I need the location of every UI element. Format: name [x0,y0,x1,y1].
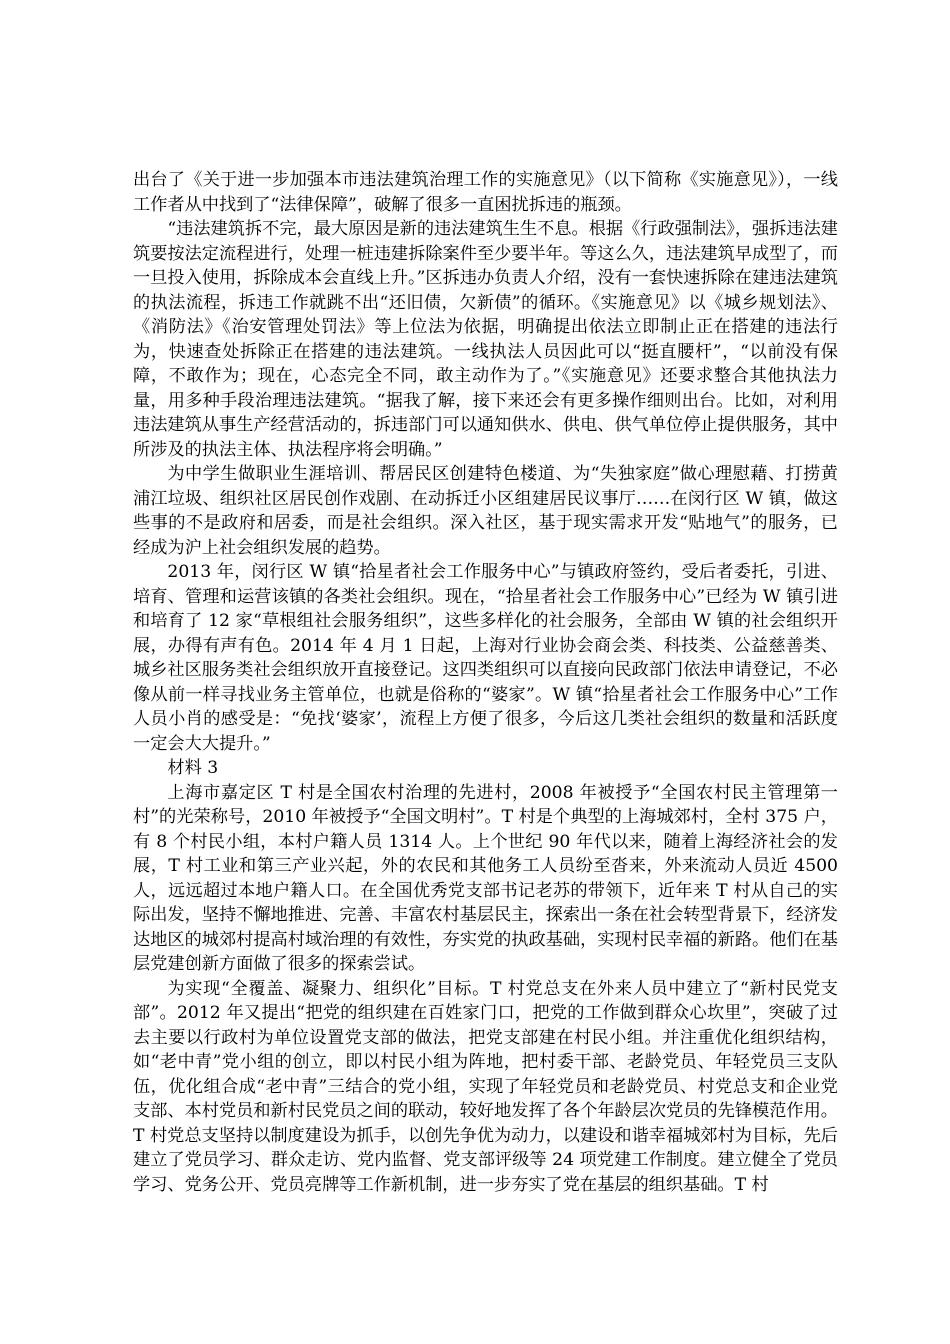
paragraph-4: 2013 年，闵行区 W 镇“拾星者社会工作服务中心”与镇政府签约，受后者委托，引进、培育、管理和运营该镇的各类社会组织。现在，“拾星者社会工作服务中心”已经为 W 镇引进和培育了 12 家“草根组社会服务组织”，这些多样化的社会服务，全部由 W 镇的社会组织开展，办得有声有色。2014 年 4 月 1 日起，上海对行业协会商会类、科技类、公益慈善类、城乡社区服务类社会组织放开直接登记。这四类组织可以直接向民政部门依法申请登记，不必像从前一样寻找业务主管单位，也就是俗称的“婆家”。W 镇“拾星者社会工作服务中心”工作人员小肖的感受是：“免找‘婆家’，流程上方便了很多，今后这几类社会组织的数量和活跃度一定会大大提升。” [133,562,838,754]
paragraph-5: 上海市嘉定区 T 村是全国农村治理的先进村，2008 年被授予“全国农村民主管理第一村”的光荣称号，2010 年被授予“全国文明村”。T 村是个典型的上海城郊村，全村 375 户，有 8 个村民小组，本村户籍人员 1314 人。上个世纪 90 年代以来，随着上海经济社会的发展，T 村工业和第三产业兴起，外的农民和其他务工人员纷至沓来，外来流动人员近 4500 人，远远超过本地户籍人口。在全国优秀党支部书记老苏的带领下，近年来 T 村从自己的实际出发，坚持不懈地推进、完善、丰富农村基层民主，探索出一条在社会转型背景下，经济发达地区的城郊村提高村域治理的有效性，夯实党的执政基础，实现村民幸福的新路。他们在基层党建创新方面做了很多的探索尝试。 [133,782,838,974]
paragraph-2: “违法建筑拆不完，最大原因是新的违法建筑生生不息。根据《行政强制法》，强拆违法建筑要按法定流程进行，处理一桩违建拆除案件至少要半年。等这么久，违法建筑早成型了，而一旦投入使用，拆除成本会直线上升。”区拆违办负责人介绍，没有一套快速拆除在建违法建筑的执法流程，拆违工作就跳不出“还旧债，欠新债”的循环。《实施意见》以《城乡规划法》、《消防法》《治安管理处罚法》等上位法为依据，明确提出依法立即制止正在搭建的违法行为，快速查处拆除正在搭建的违法建筑。一线执法人员因此可以“挺直腰杆”，“以前没有保障，不敢作为；现在，心态完全不同，敢主动作为了。”《实施意见》还要求整合其他执法力量，用多种手段治理违法建筑。“据我了解，接下来还会有更多操作细则出台。比如，对利用违法建筑从事生产经营活动的，拆违部门可以通知供水、供电、供气单位停止提供服务，其中所涉及的执法主体、执法程序将会明确。” [133,219,838,460]
paragraph-3: 为中学生做职业生涯培训、帮居民区创建特色楼道、为“失独家庭”做心理慰藉、打捞黄浦江垃圾、组织社区居民创作戏剧、在动拆迁小区组建居民议事厅……在闵行区 W 镇，做这些事的不是政府和居委，而是社会组织。深入社区，基于现实需求开发“贴地气”的服务，已经成为沪上社会组织发展的趋势。 [133,464,838,558]
paragraph-1: 出台了《关于进一步加强本市违法建筑治理工作的实施意见》（以下简称《实施意见》），一线工作者从中找到了“法律保障”，破解了很多一直困扰拆违的瓶颈。 [133,170,838,215]
section-heading-material-3: 材料 3 [167,758,219,778]
paragraph-6: 为实现“全覆盖、凝聚力、组织化”目标。T 村党总支在外来人员中建立了“新村民党支部”。2012 年又提出“把党的组织建在百姓家门口，把党的工作做到群众心坎里”，突破了过去主要以行政村为单位设置党支部的做法，把党支部建在村民小组。并注重优化组织结构，如“老中青”党小组的创立，即以村民小组为阵地，把村委干部、老龄党员、年轻党员三支队伍，优化组合成“老中青”三结合的党小组，实现了年轻党员和老龄党员、村党总支和企业党支部、本村党员和新村民党员之间的联动，较好地发挥了各个年龄层次党员的先锋模范作用。T 村党总支坚持以制度建设为抓手，以创先争优为动力，以建设和谐幸福城郊村为目标，先后建立了党员学习、群众走访、党内监督、党支部评级等 24 项党建工作制度。建立健全了党员学习、党务公开、党员亮牌等工作新机制，进一步夯实了党在基层的组织基础。T 村 [133,978,838,1195]
document-body [133,168,838,1197]
